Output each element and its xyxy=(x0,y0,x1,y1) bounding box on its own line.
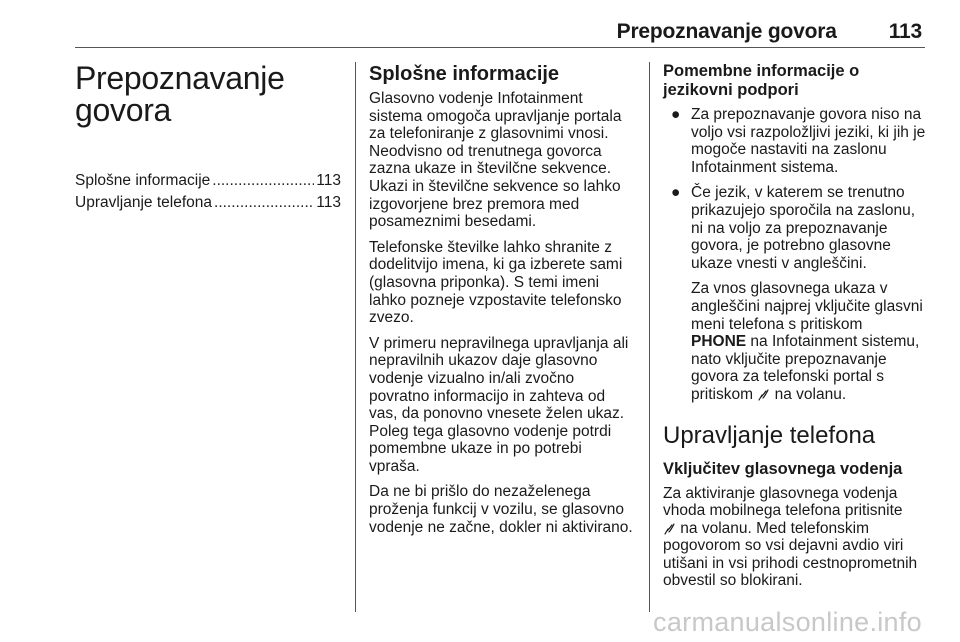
bullet-extra-after: na volanu. xyxy=(770,385,847,403)
toc-leader-dots xyxy=(214,192,314,214)
voice-command-icon xyxy=(758,388,769,401)
bullet-extra-middle: na Infotainment sistemu, nato vključite prepoznavanje govora za telefonski portal s pritiskom xyxy=(691,333,920,403)
general-paragraph: Glasovno vodenje Infotainment sistema omogoča upravljanje portala za telefoniranje z glasovnimi vnosi. Neodvisno od trenutnega govorca zazna ukaze in številčne sekvence. Ukazi in številčne sekvence so lahko izgovorjene brez premora med posameznimi besedami. xyxy=(369,90,622,231)
phone-control-heading: Upravljanje telefona xyxy=(663,421,876,449)
general-info-heading: Splošne informacije xyxy=(369,63,560,85)
voice-command-icon xyxy=(664,522,675,535)
bullet-marker: ● xyxy=(671,184,681,202)
bullet-marker: ● xyxy=(671,106,681,123)
toc-entry-label: Splošne informacije xyxy=(75,172,211,189)
language-bullet-list xyxy=(663,106,927,404)
chapter-title xyxy=(75,62,341,126)
running-header xyxy=(75,20,922,44)
bullet-text: Za prepoznavanje govora niso na voljo vsi razpoložljivi jeziki, ki jih je mogoče nastaviti na zaslonu Infotainment sistema. xyxy=(691,106,926,176)
general-paragraph: Da ne bi prišlo do nezaželenega proženja funkcij v vozilu, se glasovno vodenje ne začne, dokler ni aktivirano. xyxy=(369,483,633,536)
toc-entry-label: Upravljanje telefona xyxy=(75,194,213,211)
general-paragraph: Telefonske številke lahko shranite z dodelitvijo imena, ki ga izberete sami (glasovna priponka). S temi imeni lahko pozneje vzpostavite telefonsko zvezo. xyxy=(369,238,623,327)
voice-activation-text-before: Za aktiviranje glasovnega vodenja vhoda mobilnega telefona pritisnite xyxy=(663,484,903,520)
watermark: carmanualsonline.info xyxy=(653,607,922,637)
column-divider-2 xyxy=(649,62,650,612)
toc-leader-dots xyxy=(212,170,314,192)
chapter-title-line2: govora xyxy=(75,92,172,128)
toc-entry-general[interactable] xyxy=(75,170,341,192)
language-column xyxy=(663,62,927,598)
toc-entry-phone-control[interactable] xyxy=(75,192,341,214)
page-number: 113 xyxy=(888,20,922,43)
chapter-title-line1: Prepoznavanje xyxy=(75,60,285,96)
language-support-heading: Pomembne informacije o jezikovni podpori xyxy=(663,62,860,99)
running-header-title: Prepoznavanje govora xyxy=(616,20,837,43)
bullet-text: Če jezik, v katerem se trenutno prikazujejo sporočila na zaslonu, ni na voljo za prepoznavanje govora, je potrebno glasovne ukaze vnesti v angleščini. xyxy=(691,184,916,272)
toc-entry-page: 113 xyxy=(316,194,341,211)
chapter-column xyxy=(75,62,341,214)
bullet-extra-before: Za vnos glasovnega ukaza v angleščini najprej vključite glasvni meni telefona s pritiskom xyxy=(691,280,923,333)
voice-activation-subheading: Vključitev glasovnega vodenja xyxy=(663,459,903,478)
column-divider-1 xyxy=(355,62,356,612)
phone-button-name: PHONE xyxy=(691,333,747,351)
voice-activation-text xyxy=(663,485,927,591)
toc-entry-page: 113 xyxy=(316,172,341,189)
general-info-column xyxy=(369,62,635,544)
header-rule xyxy=(75,47,925,48)
voice-activation-text-after: na volanu. Med telefonskim pogovorom so vsi dejavni avdio viri utišani in vsi prihodi cestnoprometnih obvestil so blokirani. xyxy=(663,519,918,590)
general-paragraph: V primeru nepravilnega upravljanja ali nepravilnih ukazov daje glasovno vodenje vizualno in/ali zvočno povratno informacijo in zahteva od vas, da ponovno vnesete želen ukaz. Poleg tega glasovno vodenje potrdi pomembne ukaze in po potrebi vpraša. xyxy=(369,334,629,475)
bullet-extra-text xyxy=(691,280,927,403)
list-item xyxy=(663,106,927,176)
list-item xyxy=(663,184,927,403)
